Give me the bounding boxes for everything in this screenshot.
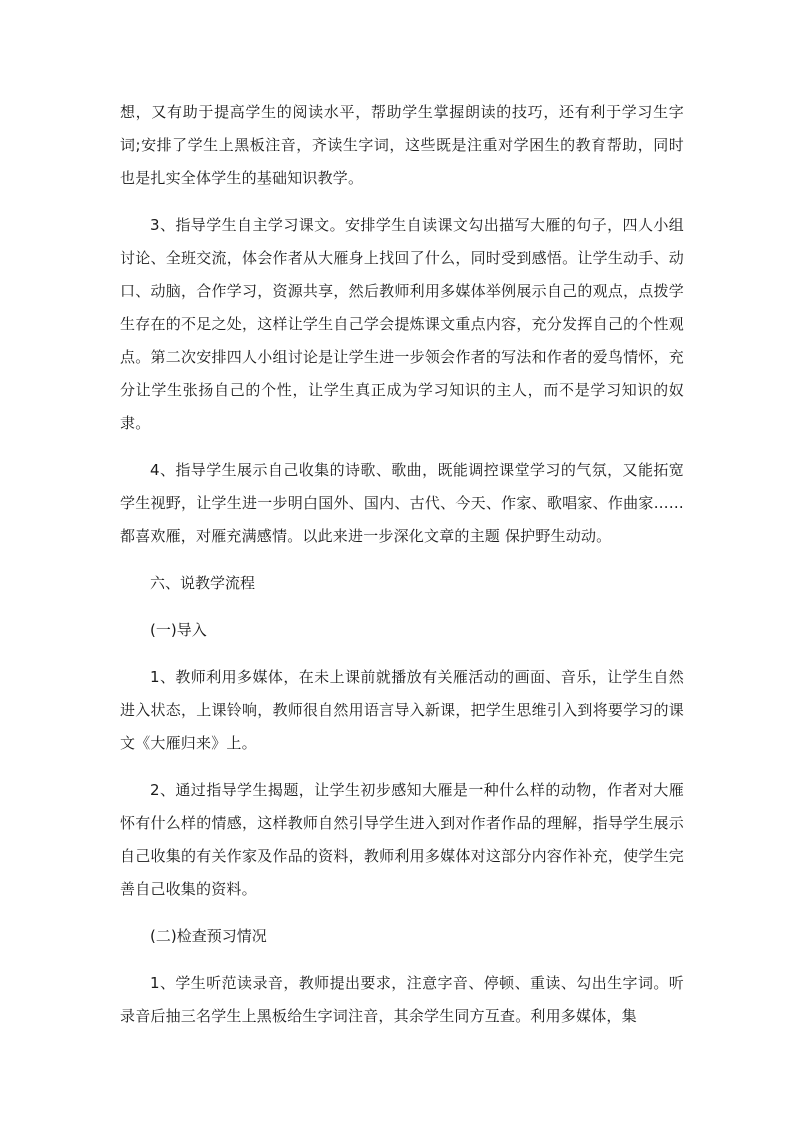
document-page: [120, 96, 684, 1033]
paragraph-intro-2: 2、通过指导学生揭题，让学生初步感知大雁是一种什么样的动物，作者对大雁怀有什么样的情感，这样教师自然引导学生进入到对作者作品的理解，指导学生展示自己收集的有关作家及作品的资料，教师利用多媒体对这部分内容作补充，使学生完善自己收集的资料。: [120, 781, 684, 898]
paragraph-continuation: 想，又有助于提高学生的阅读水平，帮助学生掌握朗读的技巧，还有利于学习生字词;安排了学生上黑板注音，齐读生字词，这些既是注重对学困生的教育帮助，同时也是扎实全体学生的基础知识教学。: [120, 103, 684, 187]
subsection-heading-intro: (一)导入: [150, 621, 207, 639]
subsection-heading-preview-check: (二)检查预习情况: [150, 927, 267, 945]
paragraph-point-3: 3、指导学生自主学习课文。安排学生自读课文勾出描写大雁的句子，四人小组讨论、全班交流，体会作者从大雁身上找回了什么，同时受到感悟。让学生动手、动口、动脑，合作学习，资源共享，然后教师利用多媒体举例展示自己的观点，点拨学生存在的不足之处，这样让学生自己学会提炼课文重点内容，充分发挥自己的个性观点。第二次安排四人小组讨论是让学生进一步领会作者的写法和作者的爱鸟情怀，充分让学生张扬自己的个性，让学生真正成为学习知识的主人，而不是学习知识的奴隶。: [120, 216, 684, 432]
paragraph-preview-1: 1、学生听范读录音，教师提出要求，注意字音、停顿、重读、勾出生字词。听录音后抽三名学生上黑板给生字词注音，其余学生同方互查。利用多媒体，集: [120, 974, 684, 1025]
paragraph-intro-1: 1、教师利用多媒体，在未上课前就播放有关雁活动的画面、音乐，让学生自然进入状态，上课铃响，教师很自然用语言导入新课，把学生思维引入到将要学习的课文《大雁归来》上。: [120, 668, 684, 752]
section-heading-teaching-flow: 六、说教学流程: [150, 574, 256, 592]
paragraph-point-4: 4、指导学生展示自己收集的诗歌、歌曲，既能调控课堂学习的气氛，又能拓宽学生视野，让学生进一步明白国外、国内、古代、今天、作家、歌唱家、作曲家……都喜欢雁，对雁充满感情。以此来进一步深化文章的主题 保护野生动动。: [120, 461, 684, 545]
